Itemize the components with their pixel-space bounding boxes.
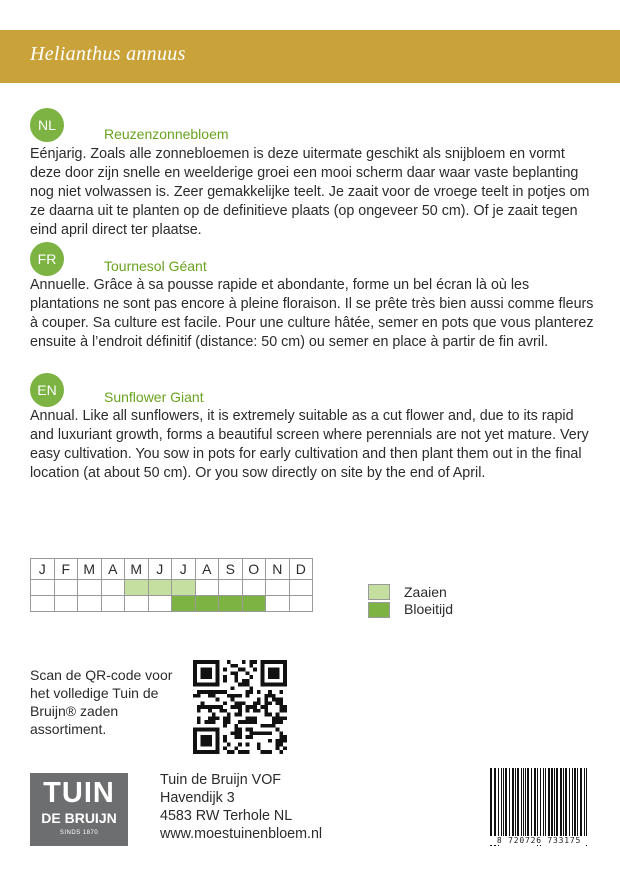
logo-text-tuin: TUIN bbox=[43, 777, 115, 809]
month-nov: N bbox=[266, 559, 290, 580]
month-may: M bbox=[125, 559, 149, 580]
bloom-cell bbox=[289, 596, 313, 612]
month-oct: O bbox=[242, 559, 266, 580]
sow-cell bbox=[219, 580, 243, 596]
bloom-cell bbox=[101, 596, 125, 612]
sow-cell bbox=[31, 580, 55, 596]
company-street: Havendijk 3 bbox=[160, 790, 235, 806]
bloom-cell bbox=[125, 596, 149, 612]
fr-description: Annuelle. Grâce à sa pousse rapide et abondante, forme un bel écran là où les plantations ne sont pas encore à pleine floraison. Il se prête très bien aussi comme fleurs à couper. Sa culture est facile. Pour une culture hâtée, semer en pots que vous planterez ensuite à l’endroit définitif (distance: 50 cm) ou semer en place à partir de fin avril. bbox=[30, 277, 594, 350]
month-jul: J bbox=[172, 559, 196, 580]
sow-cell bbox=[195, 580, 219, 596]
company-city: 4583 RW Terhole NL bbox=[160, 808, 293, 824]
sow-cell bbox=[289, 580, 313, 596]
month-jan: J bbox=[31, 559, 55, 580]
bloom-cell bbox=[78, 596, 102, 612]
fr-language-badge: FR bbox=[30, 242, 64, 276]
sow-cell bbox=[54, 580, 78, 596]
company-address bbox=[160, 771, 322, 843]
sow-cell bbox=[78, 580, 102, 596]
fr-section-title: Tournesol Géant bbox=[104, 258, 207, 274]
sow-row bbox=[31, 580, 313, 596]
company-name: Tuin de Bruijn VOF bbox=[160, 772, 282, 788]
sow-cell bbox=[101, 580, 125, 596]
month-jun: J bbox=[148, 559, 172, 580]
month-sep: S bbox=[219, 559, 243, 580]
bloom-cell bbox=[148, 596, 172, 612]
sow-cell bbox=[172, 580, 196, 596]
sow-cell bbox=[266, 580, 290, 596]
qr-instructions: Scan de QR-code voor het volledige Tuin de Bruijn® zaden assortiment. bbox=[30, 667, 173, 737]
month-feb: F bbox=[54, 559, 78, 580]
bloom-cell bbox=[54, 596, 78, 612]
sow-cell bbox=[125, 580, 149, 596]
month-apr: A bbox=[101, 559, 125, 580]
qr-code-icon[interactable] bbox=[193, 660, 287, 754]
logo-text-de-bruijn: DE BRUIJN bbox=[41, 810, 117, 826]
en-description: Annual. Like all sunflowers, it is extremely suitable as a cut flower and, due to its rapid and luxuriant growth, forms a beautiful screen where perennials are not yet mature. Very easy cultivation. You sow in pots for early cultivation and then plant them out in the final location (at about 50 cm). Or you sow directly on site by the end of April. bbox=[30, 408, 589, 481]
bloom-cell bbox=[195, 596, 219, 612]
bloom-cell bbox=[31, 596, 55, 612]
brand-logo bbox=[30, 773, 128, 846]
month-mar: M bbox=[78, 559, 102, 580]
sowing-calendar bbox=[30, 558, 313, 612]
bloom-cell bbox=[172, 596, 196, 612]
bloom-cell bbox=[266, 596, 290, 612]
company-website[interactable]: www.moestuinenbloem.nl bbox=[160, 826, 323, 842]
sow-cell bbox=[242, 580, 266, 596]
bloom-row bbox=[31, 596, 313, 612]
title-bar bbox=[0, 30, 620, 83]
logo-text-since: SINDS 1870 bbox=[59, 830, 99, 836]
en-language-badge: EN bbox=[30, 373, 64, 407]
en-section-title: Sunflower Giant bbox=[104, 389, 204, 405]
nl-language-badge: NL bbox=[30, 108, 64, 142]
nl-section-title: Reuzenzonnebloem bbox=[104, 126, 229, 142]
month-dec: D bbox=[289, 559, 313, 580]
bloom-cell bbox=[242, 596, 266, 612]
sow-legend-swatch bbox=[368, 584, 390, 600]
nl-description: Eénjarig. Zoals alle zonnebloemen is deze uitermate geschikt als snijbloem en vormt deze door zijn snelle en weelderige groei een mooi scherm daar waar vaste beplanting nog niet volwassen is. Zeer gemakkelijke teelt. Je zaait voor de vroege teelt in potjes om ze daarna uit te planten op de definitieve plaats (op ongeveer 50 cm). Of je zaait tegen eind april direct ter plaatse. bbox=[30, 146, 590, 238]
month-aug: A bbox=[195, 559, 219, 580]
bloom-legend-label: Bloeitijd bbox=[404, 601, 454, 617]
barcode-number: 8 720726 733175 bbox=[486, 836, 592, 845]
bloom-cell bbox=[219, 596, 243, 612]
sow-legend-label: Zaaien bbox=[404, 584, 447, 600]
bloom-legend-swatch bbox=[368, 602, 390, 618]
species-title: Helianthus annuus bbox=[30, 43, 186, 65]
sow-cell bbox=[148, 580, 172, 596]
